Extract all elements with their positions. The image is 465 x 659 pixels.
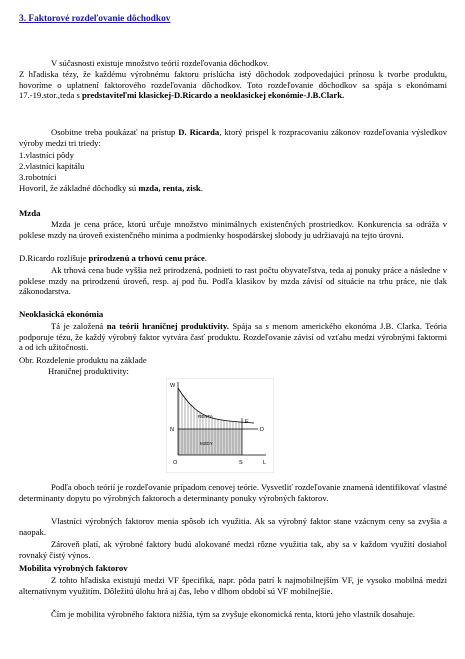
neo-p1-bold: na teórii hraničnej produktivity. <box>106 321 229 331</box>
intro-p4-bold: mzda, renta, zisk <box>138 183 201 193</box>
neoklasicka-paragraph-2: Podľa oboch teórií je rozdeľovanie prípadom cenovej teórie. Vysvetliť rozdeľovanie znamená identifikovať vlastné determinanty dopytu po výrobných faktoroch a determinanty ponuky výrobných faktorov. <box>19 482 447 503</box>
label-o: O <box>173 460 178 466</box>
label-n: N <box>170 427 174 433</box>
neoklasicka-paragraph-4: Zároveň platí, ak výrobné faktory budú alokované medzi rôzne využitia tak, aby sa v každom využití dosiahol rovnaký čistý výnos. <box>19 539 447 560</box>
intro-p2-bold: predstaviteľmi klasickej-D.Ricardo a neoklasickej ekonómie-J.B.Clark. <box>82 90 345 101</box>
mzda-paragraph-1: Mzda je cena práce, ktorú určuje množstvo minimálnych existenčných prostriedkov. Konkurencia sa odráža v poklese mzdy na úroveň existenčného minima a podmienky hospodárskej slobody ju udržiavajú na tejto úrovni. <box>19 219 447 240</box>
label-mzdy: MZDY <box>200 441 213 446</box>
intro-paragraph-2 <box>19 69 447 101</box>
mobilita-heading: Mobilita výrobných faktorov <box>19 563 128 573</box>
figure-caption-1: Obr. Rozdelenie produktu na základe <box>19 355 147 365</box>
list-item-1: 1.vlastníci pôdy <box>19 150 74 160</box>
intro-paragraph-4 <box>19 183 203 194</box>
neo-p1-rest: Spája sa s menom amerického ekonóma J.B. Clarka. Teória podporuje tézu, že každý výrobný faktor vytvára časť produktu. Rozdeľovanie závisí od vzťahu medzi výrobnými faktormi a od ich užitočnosti. <box>19 321 447 353</box>
label-w: W <box>170 383 176 389</box>
mzda-p2-bold: prirodzenú a trhovú cenu práce <box>88 253 205 263</box>
mzda-heading: Mzda <box>19 208 41 218</box>
intro-p3-bold: D. Ricarda <box>178 127 220 137</box>
intro-p3-rest: , ktorý prispel k rozpracovaniu zákonov rozdeľovania výsledkov výroby medzi tri triedy: <box>19 127 447 148</box>
list-item-3: 3.robotníci <box>19 172 57 182</box>
label-l: L <box>263 460 267 466</box>
marginal-productivity-figure <box>166 378 274 473</box>
mobilita-paragraph-1: Z tohto hľadiska existujú medzi VF špecifiká, napr. pôda patrí k najmobilnejším VF, je vysoko mobilná medzi alternatívnym využitím. Dôležitú úlohu hrá aj čas, lebo v dlhom období sú VF mobilnejšie. <box>19 575 447 596</box>
label-d: D <box>260 427 264 433</box>
neo-p1-text: Tá je založená <box>51 321 107 331</box>
label-e: E <box>245 419 249 425</box>
mzda-paragraph-2 <box>19 253 207 264</box>
figure-caption-2: Hraničnej produktivity: <box>48 366 129 376</box>
mzda-p2-rest: . <box>204 253 207 263</box>
neoklasicka-heading: Neoklasická ekonómia <box>19 309 104 319</box>
intro-p4-text: Hovoril, že základné dôchodky sú <box>19 183 139 193</box>
intro-p4-rest: . <box>200 183 203 193</box>
neoklasicka-paragraph-3: Vlastníci výrobných faktorov menia spôsob ich využitia. Ak sa výrobný faktor stane vzácnym ceny sa zvyšia a naopak. <box>19 516 447 537</box>
neoklasicka-paragraph-1 <box>19 321 447 353</box>
intro-p3-text: Osobitne treba poukázať na prístup <box>51 127 179 137</box>
section-title[interactable]: 3. Faktorové rozdeľovanie dôchodkov <box>19 14 171 24</box>
label-s: S <box>239 460 243 466</box>
list-item-2: 2.vlastníci kapitálu <box>19 161 85 171</box>
label-renta: RENTA <box>198 414 213 419</box>
intro-p2-text: Z hľadiska tézy, že každému výrobnému faktoru prislúcha istý dôchodok zodpovedajúci prínosu k tvorbe produktu, hovoríme o uplatnení faktorového rozdeľovania dôchodkov. Toto rozdeľovanie dôchodkov sa spája s ekonómami 17.-19.stor.,teda s <box>19 69 447 101</box>
intro-paragraph-3 <box>19 127 447 148</box>
mzda-p2-text: D.Ricardo rozlišuje <box>19 253 89 263</box>
mobilita-paragraph-2: Čím je mobilita výrobného faktora nižšia, tým sa zvyšuje ekonomická renta, ktorú jeho vlastník dosahuje. <box>51 609 415 619</box>
mzda-paragraph-3: Ak trhová cena bude vyššia než prirodzená, podnieti to rast počtu obyvateľstva, teda aj ponuky práce a následne v poklese mzdy na prirodzenú úroveň, resp. aj pod ňu. Podľa klasikov by mzda závisí od situácie na trhu práce, nie tlak zákonodarstva. <box>19 265 447 297</box>
intro-paragraph-1: V súčasnosti existuje množstvo teórií rozdeľovania dôchodkov. <box>51 58 269 68</box>
